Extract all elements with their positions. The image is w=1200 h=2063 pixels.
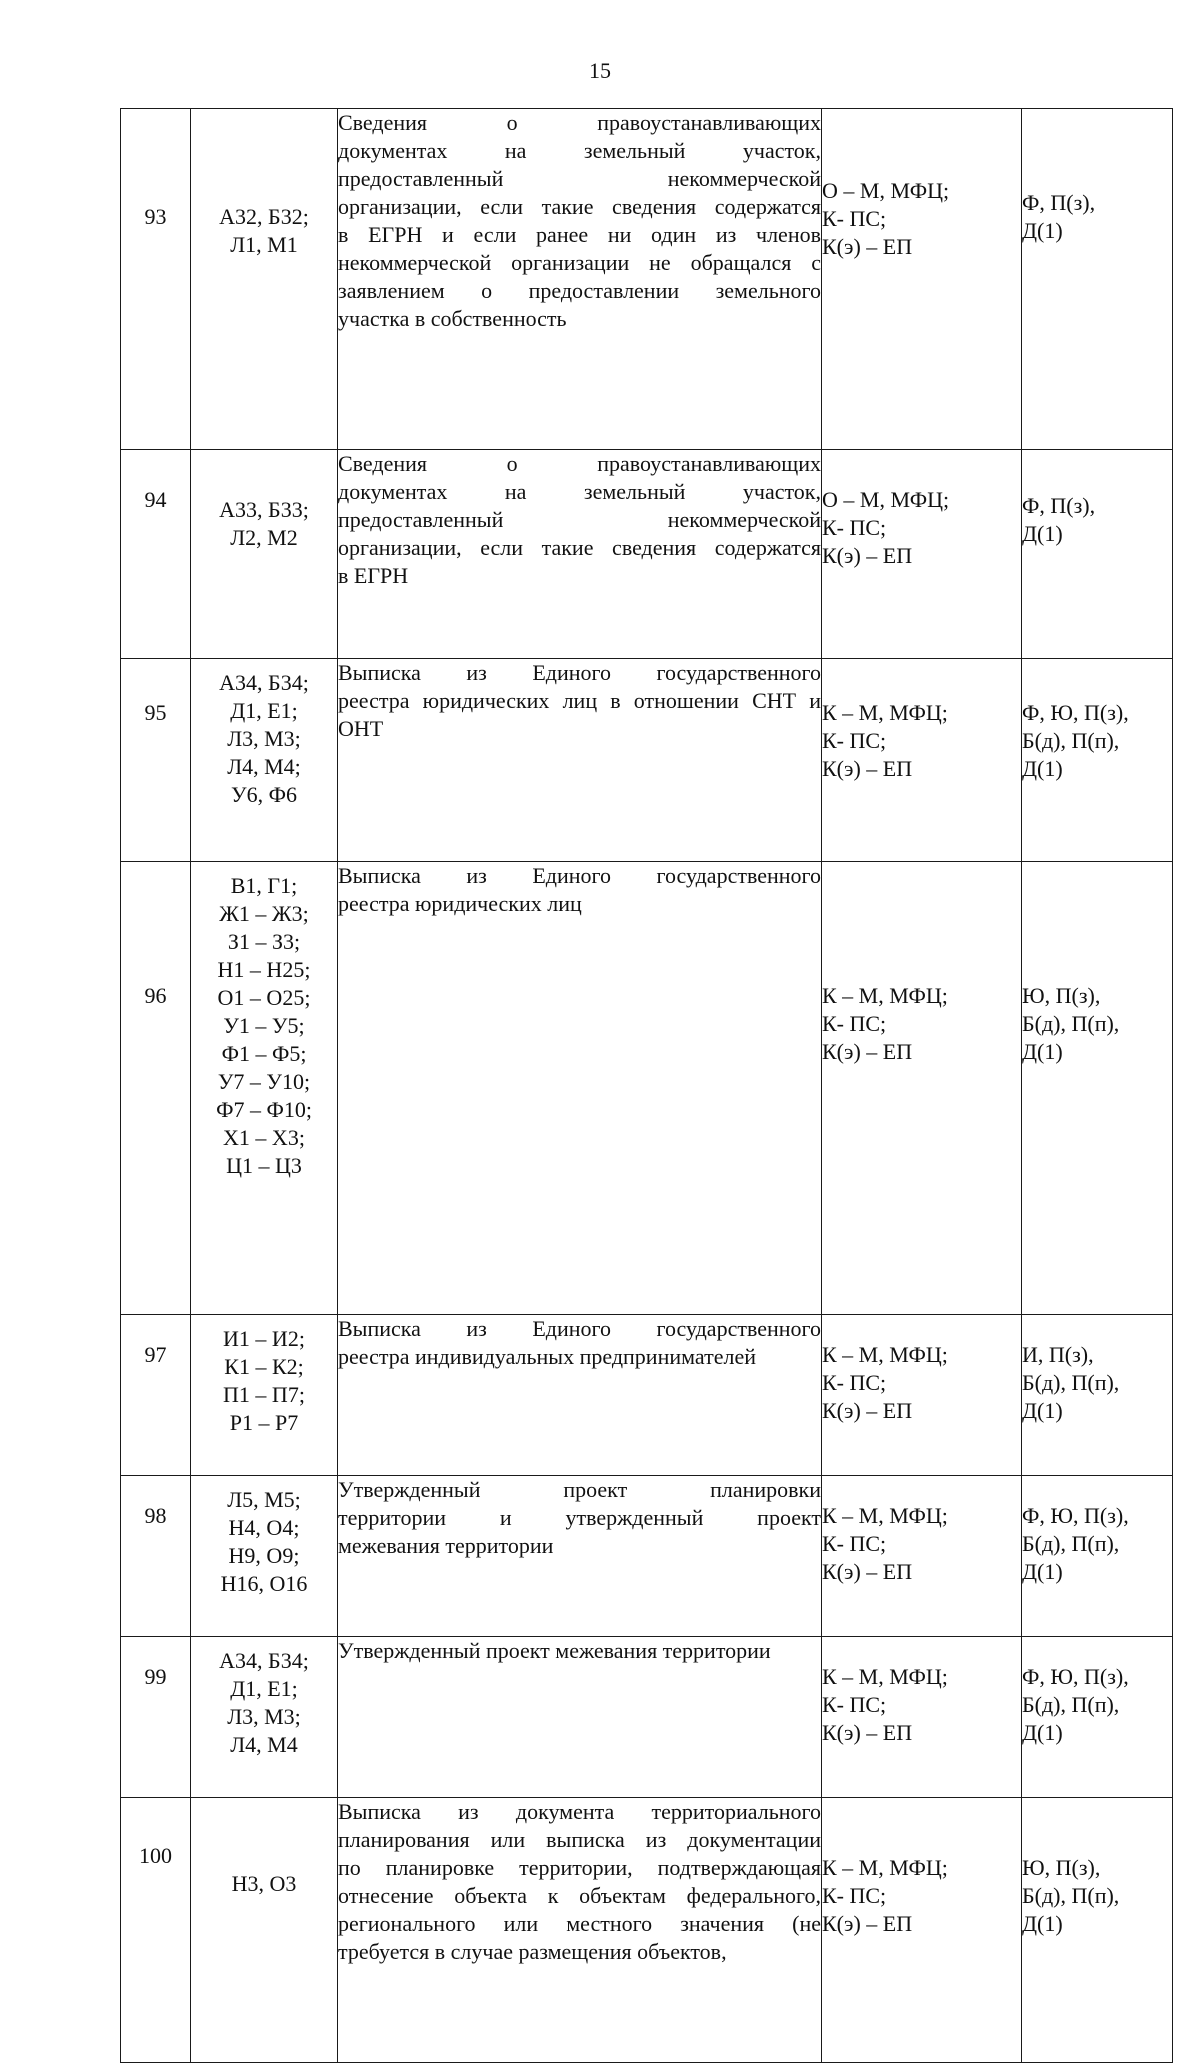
description-line: реестра индивидуальных предпринимателей <box>338 1344 756 1369</box>
row-codes <box>191 1798 338 2063</box>
row-number: 98 <box>121 1476 191 1637</box>
method-line: К- ПС; <box>822 1692 887 1717</box>
table-row <box>121 659 1173 862</box>
row-description <box>338 1315 822 1476</box>
row-applicants <box>1022 1476 1173 1637</box>
code-line: К1 – К2; <box>224 1354 304 1379</box>
row-number: 94 <box>121 450 191 659</box>
code-line: З1 – З3; <box>227 929 301 954</box>
method-line: К(э) – ЕП <box>822 1039 913 1064</box>
row-applicants <box>1022 659 1173 862</box>
code-line: Ф7 – Ф10; <box>216 1097 312 1122</box>
code-line: Ж1 – Ж3; <box>219 901 309 926</box>
description-line: Сведения о правоустанавливающих <box>338 110 821 135</box>
applicant-line: Ю, П(з), <box>1022 1855 1101 1880</box>
code-line: Н9, О9; <box>228 1543 300 1568</box>
description-line: участка в собственность <box>338 306 567 331</box>
table-row <box>121 1476 1173 1637</box>
row-codes <box>191 1637 338 1798</box>
description-line: Выписка из Единого государственного <box>338 660 821 685</box>
applicant-line: Д(1) <box>1022 1911 1063 1936</box>
row-method <box>822 109 1022 450</box>
description-line: реестра юридических лиц в отношении СНТ и <box>338 688 821 713</box>
code-line: А34, Б34; <box>219 1648 309 1673</box>
applicant-line: Д(1) <box>1022 1398 1063 1423</box>
code-line: Н16, О16 <box>220 1571 308 1596</box>
method-line: К(э) – ЕП <box>822 1720 913 1745</box>
description-line: отнесение объекта к объектам федерального, <box>338 1883 821 1908</box>
code-line: Л3, М3; <box>227 726 301 751</box>
code-line: Х1 – Х3; <box>223 1125 305 1150</box>
code-line: Л5, М5; <box>227 1487 301 1512</box>
description-line: планирования или выписка из документации <box>338 1827 821 1852</box>
applicant-line: Д(1) <box>1022 521 1063 546</box>
applicant-line: Б(д), П(п), <box>1022 1370 1120 1395</box>
description-line: некоммерческой организации не обращался с <box>338 250 821 275</box>
applicant-line: И, П(з), <box>1022 1342 1094 1367</box>
method-line: К(э) – ЕП <box>822 756 913 781</box>
description-line: организации, если такие сведения содержатся <box>338 194 821 219</box>
code-line: У7 – У10; <box>217 1069 311 1094</box>
table-row <box>121 862 1173 1315</box>
method-line: К- ПС; <box>822 1883 887 1908</box>
row-applicants <box>1022 1315 1173 1476</box>
description-line: документах на земельный участок, <box>338 138 821 163</box>
row-method <box>822 450 1022 659</box>
method-line: О – М, МФЦ; <box>822 178 950 203</box>
applicant-line: Ф, Ю, П(з), <box>1022 1664 1129 1689</box>
row-number: 97 <box>121 1315 191 1476</box>
code-line: И1 – И2; <box>223 1326 305 1351</box>
description-line: территории и утвержденный проект <box>338 1505 821 1530</box>
method-line: К(э) – ЕП <box>822 543 913 568</box>
code-line: Д1, Е1; <box>230 1676 298 1701</box>
table-body <box>121 109 1173 2063</box>
method-line: К(э) – ЕП <box>822 1559 913 1584</box>
applicant-line: Б(д), П(п), <box>1022 1883 1120 1908</box>
row-applicants <box>1022 1798 1173 2063</box>
code-line: Ф1 – Ф5; <box>221 1041 307 1066</box>
row-description <box>338 862 822 1315</box>
description-line: предоставленный некоммерческой <box>338 166 821 191</box>
row-applicants <box>1022 1637 1173 1798</box>
row-codes <box>191 862 338 1315</box>
description-line: документах на земельный участок, <box>338 479 821 504</box>
row-codes <box>191 1315 338 1476</box>
row-description <box>338 109 822 450</box>
code-line: Л3, М3; <box>227 1704 301 1729</box>
method-line: К- ПС; <box>822 1531 887 1556</box>
table-row <box>121 450 1173 659</box>
code-line: А34, Б34; <box>219 670 309 695</box>
method-line: О – М, МФЦ; <box>822 487 950 512</box>
row-number: 100 <box>121 1798 191 2063</box>
row-description <box>338 1798 822 2063</box>
method-line: К- ПС; <box>822 1370 887 1395</box>
row-description <box>338 1637 822 1798</box>
description-line: предоставленный некоммерческой <box>338 507 821 532</box>
method-line: К(э) – ЕП <box>822 234 913 259</box>
applicant-line: Б(д), П(п), <box>1022 1692 1120 1717</box>
row-method <box>822 659 1022 862</box>
applicant-line: Б(д), П(п), <box>1022 1531 1120 1556</box>
code-line: Л4, М4; <box>227 754 301 779</box>
method-line: К(э) – ЕП <box>822 1911 913 1936</box>
table-row <box>121 1637 1173 1798</box>
description-line: в ЕГРН <box>338 563 409 588</box>
row-number: 96 <box>121 862 191 1315</box>
row-applicants <box>1022 109 1173 450</box>
description-line: Выписка из документа территориального <box>338 1799 821 1824</box>
applicant-line: Б(д), П(п), <box>1022 728 1120 753</box>
document-table <box>120 108 1173 2063</box>
row-method <box>822 1798 1022 2063</box>
applicant-line: Ф, Ю, П(з), <box>1022 1503 1129 1528</box>
applicant-line: Д(1) <box>1022 1559 1063 1584</box>
method-line: К – М, МФЦ; <box>822 1855 948 1880</box>
code-line: Ц1 – Ц3 <box>226 1153 302 1178</box>
table-row <box>121 109 1173 450</box>
row-applicants <box>1022 450 1173 659</box>
method-line: К(э) – ЕП <box>822 1398 913 1423</box>
applicant-line: Ф, Ю, П(з), <box>1022 700 1129 725</box>
row-applicants <box>1022 862 1173 1315</box>
code-line: Н4, О4; <box>228 1515 300 1540</box>
applicant-line: Д(1) <box>1022 218 1063 243</box>
code-line: Л2, М2 <box>230 525 298 550</box>
method-line: К – М, МФЦ; <box>822 1342 948 1367</box>
method-line: К- ПС; <box>822 1011 887 1036</box>
description-line: организации, если такие сведения содержатся <box>338 535 821 560</box>
code-line: Р1 – Р7 <box>229 1410 299 1435</box>
applicant-line: Ф, П(з), <box>1022 493 1096 518</box>
description-line: Выписка из Единого государственного <box>338 1316 821 1341</box>
code-line: В1, Г1; <box>230 873 298 898</box>
method-line: К – М, МФЦ; <box>822 1664 948 1689</box>
description-line: в ЕГРН и если ранее ни один из членов <box>338 222 821 247</box>
row-codes <box>191 450 338 659</box>
code-line: Л4, М4 <box>230 1732 298 1757</box>
row-number: 93 <box>121 109 191 450</box>
row-description <box>338 1476 822 1637</box>
description-line: Утвержденный проект межевания территории <box>338 1638 771 1663</box>
method-line: К- ПС; <box>822 728 887 753</box>
row-method <box>822 1476 1022 1637</box>
description-line: по планировке территории, подтверждающая <box>338 1855 821 1880</box>
table-row <box>121 1315 1173 1476</box>
description-line: регионального или местного значения (не <box>338 1911 821 1936</box>
code-line: А33, Б33; <box>219 497 309 522</box>
code-line: П1 – П7; <box>223 1382 305 1407</box>
page-number: 15 <box>589 58 611 83</box>
description-line: Выписка из Единого государственного <box>338 863 821 888</box>
description-line: межевания территории <box>338 1533 554 1558</box>
code-line: У6, Ф6 <box>231 782 297 807</box>
code-line: Д1, Е1; <box>230 698 298 723</box>
description-line: Сведения о правоустанавливающих <box>338 451 821 476</box>
row-description <box>338 659 822 862</box>
row-description <box>338 450 822 659</box>
row-codes <box>191 659 338 862</box>
row-number: 99 <box>121 1637 191 1798</box>
method-line: К- ПС; <box>822 515 887 540</box>
description-line: заявлением о предоставлении земельного <box>338 278 821 303</box>
method-line: К – М, МФЦ; <box>822 1503 948 1528</box>
applicant-line: Ф, П(з), <box>1022 190 1096 215</box>
applicant-line: Б(д), П(п), <box>1022 1011 1120 1036</box>
description-line: Утвержденный проект планировки <box>338 1477 821 1502</box>
description-line: реестра юридических лиц <box>338 891 582 916</box>
applicant-line: Д(1) <box>1022 756 1063 781</box>
method-line: К – М, МФЦ; <box>822 700 948 725</box>
description-line: требуется в случае размещения объектов, <box>338 1939 727 1964</box>
row-method <box>822 1637 1022 1798</box>
applicant-line: Д(1) <box>1022 1039 1063 1064</box>
code-line: Н1 – Н25; <box>217 957 311 982</box>
row-method <box>822 862 1022 1315</box>
code-line: О1 – О25; <box>217 985 311 1010</box>
row-codes <box>191 109 338 450</box>
description-line: ОНТ <box>338 716 384 741</box>
row-codes <box>191 1476 338 1637</box>
applicant-line: Д(1) <box>1022 1720 1063 1745</box>
code-line: Л1, М1 <box>230 232 298 257</box>
row-method <box>822 1315 1022 1476</box>
code-line: Н3, О3 <box>231 1871 297 1896</box>
method-line: К – М, МФЦ; <box>822 983 948 1008</box>
code-line: У1 – У5; <box>223 1013 305 1038</box>
table-row <box>121 1798 1173 2063</box>
code-line: А32, Б32; <box>219 204 309 229</box>
applicant-line: Ю, П(з), <box>1022 983 1101 1008</box>
row-number: 95 <box>121 659 191 862</box>
method-line: К- ПС; <box>822 206 887 231</box>
